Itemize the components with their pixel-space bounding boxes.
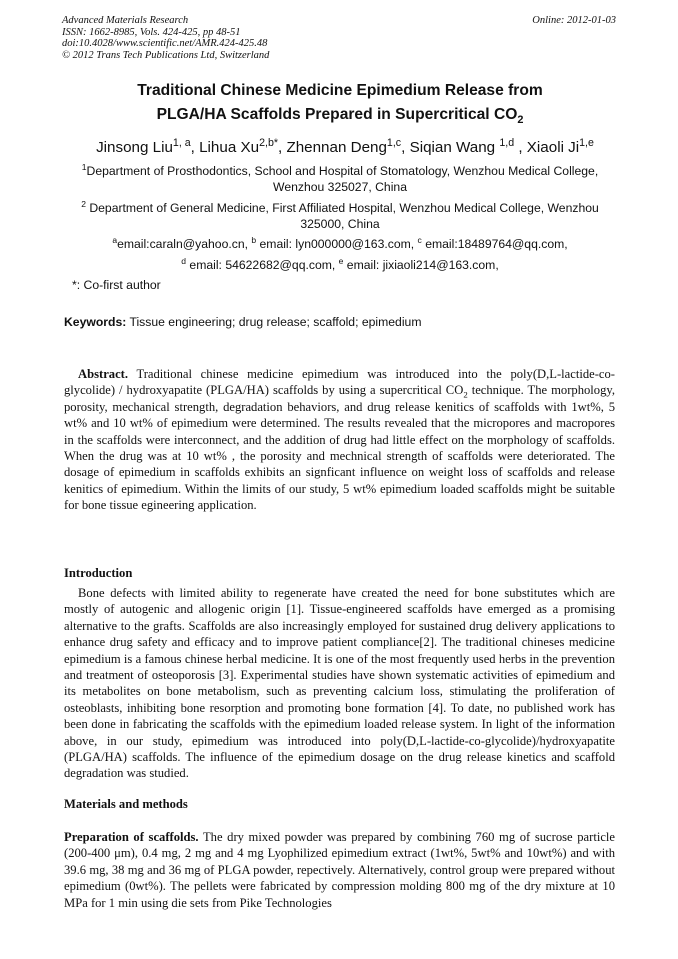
author (526, 136, 594, 156)
methods-heading: Materials and methods (64, 797, 188, 811)
affil-sup: 2 (81, 198, 86, 209)
email-a: email:caraln@yahoo.cn, (117, 237, 252, 251)
abstract-subscript: 2 (463, 389, 468, 400)
author-name: Xiaoli Ji (526, 139, 580, 156)
author-name: Siqian Wang (409, 139, 500, 156)
author-affil-sup: 2,b* (259, 136, 278, 149)
affiliation-1-line-1 (64, 163, 616, 179)
methods-paragraph (64, 829, 615, 911)
doi-line: doi:10.4028/www.scientific.net/AMR.424-425.48 (62, 38, 268, 49)
abstract-text-1: Traditional chinese medicine epimedium was introduced into the poly(D,L-lactide-co-glycolide) / hydroxyapatite (PLGA/HA) scaffolds by using a supercritical CO (64, 367, 615, 398)
affiliation-2-line-2: 325000, China (300, 217, 380, 231)
author-name: Lihua Xu (199, 139, 260, 156)
abstract-label: Abstract. (78, 367, 129, 381)
copyright-line: © 2012 Trans Tech Publications Ltd, Switzerland (62, 49, 270, 61)
author-affil-sup: 1,d (499, 136, 515, 149)
email-line-2 (64, 257, 616, 273)
email-b: email: lyn000000@163.com, (256, 237, 418, 251)
keywords (64, 315, 421, 329)
abstract-paragraph (64, 366, 615, 514)
issn-line: ISSN: 1662-8985, Vols. 424-425, pp 48-51 (62, 26, 241, 38)
email-e: email: jixiaoli214@163.com, (343, 258, 499, 272)
introduction-text: Bone defects with limited ability to regenerate have created the need for bone substitutes which are mostly of autogenic and allogenic origin [1]. Tissue-engineered scaffolds have emerged as a promising alternative to the grafts. Scaffolds are also increasingly employed for sustained drug delivery applications to enhance drug safety and efficacy and to improve patient compliance[2]. The traditional chineses medicine epimedium is a famous chinese herbal medicine. It is one of the most frequently used herbs in the prevention and treatment of osteoporosis [3]. Experimental studies have shown systematic activities of epimedium and its metabolites on bone metabolism, such as preventing calcium loss, stimulating the proliferation of osteoblasts, inhibiting bone resorption and promoting bone formation [4]. To date, no published work has been done in fabricating the scaffolds with the epimedium loaded release system. In light of the information above, in our study, epimedium was introduced into poly(D,L-lactide-co-glycolide)/hydroxyapatite (PLGA/HA) scaffolds. The influence of the epimedium dosage on the drug release kinetics and scaffold degradation was studied. (64, 586, 615, 781)
affiliation-2 (64, 200, 616, 232)
author-sep: , (277, 139, 287, 156)
cofirst-note: *: Co-first author (72, 278, 161, 292)
author-list (70, 138, 620, 158)
journal-header (62, 15, 269, 61)
email-c: email:18489764@qq.com, (421, 237, 568, 251)
online-date: Online: 2012-01-03 (532, 15, 616, 26)
title-subscript: 2 (517, 114, 524, 127)
title-text: PLGA/HA Scaffolds Prepared in Supercritical CO (156, 106, 518, 123)
affiliation-1 (64, 163, 616, 195)
journal-name: Advanced Materials Research (62, 15, 189, 26)
author-affil-sup: 1,e (579, 136, 594, 149)
methods-subheading: Preparation of scaffolds. (64, 830, 199, 844)
email-d: email: 54622682@qq.com, (186, 258, 339, 272)
email-sup: a (112, 234, 118, 245)
affil-sup: 1 (81, 161, 87, 172)
author (409, 136, 527, 156)
affiliation-1-line-2: Wenzhou 325027, China (273, 180, 407, 194)
email-sup: d (181, 255, 187, 266)
email-sup: b (251, 234, 257, 245)
author-sep: , (514, 139, 527, 156)
author-sep: , (401, 139, 410, 156)
affil-text: Department of Prosthodontics, School and Hospital of Stomatology, Wenzhou Medical College, (86, 164, 599, 178)
keywords-text: Tissue engineering; drug release; scaffold; epimedium (126, 315, 422, 329)
email-sup: e (338, 255, 344, 266)
author-affil-sup: 1,c (386, 136, 402, 149)
abstract-text-2: technique. The morphology, porosity, mechanical strength, degradation behaviors, and drug release kenitics of scaffolds with 1wt%, 5 wt% and 10 wt% of epimedium were determined. The results revealed that the micropores and macropores in the scaffolds were interconnect, and the addition of drug had little effect on the morphology of scaffolds. When the drug was at 10 wt% , the porosity and mechnical strength of scaffolds were deteriorated. The dosage of epimedium in scaffolds exhibits an signficant influence on weight loss of scaffolds and release kenitics of epimedium. Within the limits of our study, 5 wt% epimedium loaded scaffolds might be suitable for bone tissue egineering application. (64, 383, 616, 513)
affil-text: Department of General Medicine, First Affiliated Hospital, Wenzhou Medical College, Wenzhou (85, 201, 599, 215)
email-line-1 (64, 236, 616, 252)
author (96, 136, 200, 156)
author-name: Jinsong Liu (96, 139, 173, 156)
author-name: Zhennan Deng (286, 139, 387, 156)
paper-title-line-2 (80, 106, 600, 127)
author (286, 136, 410, 156)
introduction-paragraph (64, 585, 615, 782)
author-affil-sup: 1, a (172, 136, 191, 149)
keywords-label: Keywords: (64, 315, 127, 329)
author-sep: , (190, 139, 200, 156)
affiliation-2-line-1 (64, 200, 616, 216)
author (199, 136, 287, 156)
introduction-heading: Introduction (64, 566, 133, 580)
methods-text: The dry mixed powder was prepared by combining 760 mg of sucrose particle (200-400 μm), 0.4 mg, 2 mg and 4 mg Lyophilized epimedium extract (1wt%, 5wt% and 10wt%) and with 39.6 mg, 38 mg and 36 mg of PLGA powder, repectively. Alternatively, control group were prepared without epimedium (0wt%). The pellets were fabricated by compression molding 800 mg of the dry mixture at 10 MPa for 1 min using die sets from Pike Technologies (64, 830, 616, 910)
paper-title-line-1: Traditional Chinese Medicine Epimedium Release from (137, 82, 543, 99)
email-sup: c (417, 234, 422, 245)
